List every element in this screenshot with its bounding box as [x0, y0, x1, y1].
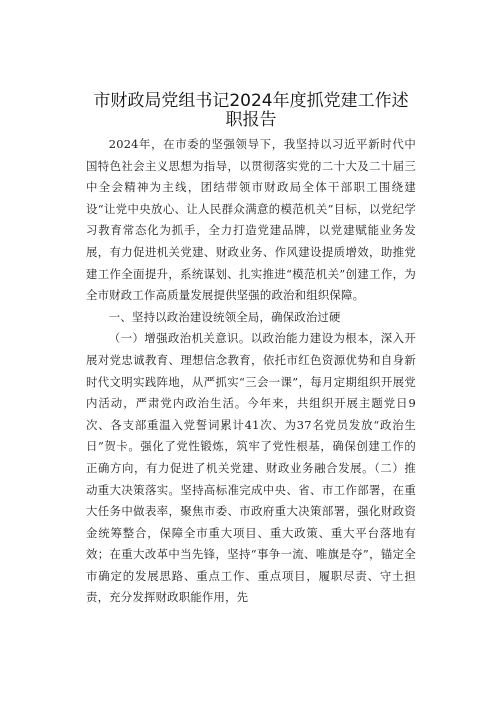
intro-paragraph: 2024年，在市委的坚强领导下，我坚持以习近平新时代中国特色社会主义思想为指导，以贯彻落实党的二十大及二十届三中全会精神为主线，团结带领市财政局全体干部职工围绕建设“让党中央放心、让人民群众满意的模范机关”目标，以党纪学习教育常态化为抓手，全力打造党建品牌，以党建赋能业务发展，有力促进机关党建、财政业务、作风建设提质增效，助推党建工作全面提升，系统谋划、扎实推进“模范机关”创建工作，为全市财政工作高质量发展提供坚强的政治和组织保障。: [86, 137, 416, 303]
section-heading: 一、坚持以政治建设统领全局，确保政治过硬: [108, 309, 341, 324]
document-body: [86, 134, 416, 609]
document-title: 市财政局党组书记2024年度抓党建工作述职报告: [93, 91, 409, 130]
body-paragraph: （一）增强政治机关意识。以政治能力建设为根本，深入开展对党忠诚教育、理想信念教育，依托市红色资源优势和自身新时代文明实践阵地，从严抓实“三会一课”，每月定期组织开展党内活动，严肃党内政治生活。今年来，共组织开展主题党日9次、各支部重温入党誓词累计41次、为37名党员发放“政治生日”贺卡。强化了党性锻炼，筑牢了党性根基，确保创建工作的正确方向，有力促进了机关党建、财政业务融合发展。（二）推动重大决策落实。坚持高标准完成中央、省、市工作部署，在重大任务中做表率，聚焦市委、市政府重大决策部署，强化财政资金统筹整合，保障全市重大项目、重大政策、重大平台落地有效；在重大改革中当先锋，坚持“事争一流、唯旗是夺”，锚定全市确定的发展思路、重点工作、重点项目，履职尽责、守土担责，充分发挥财政职能作用，先: [86, 331, 416, 605]
